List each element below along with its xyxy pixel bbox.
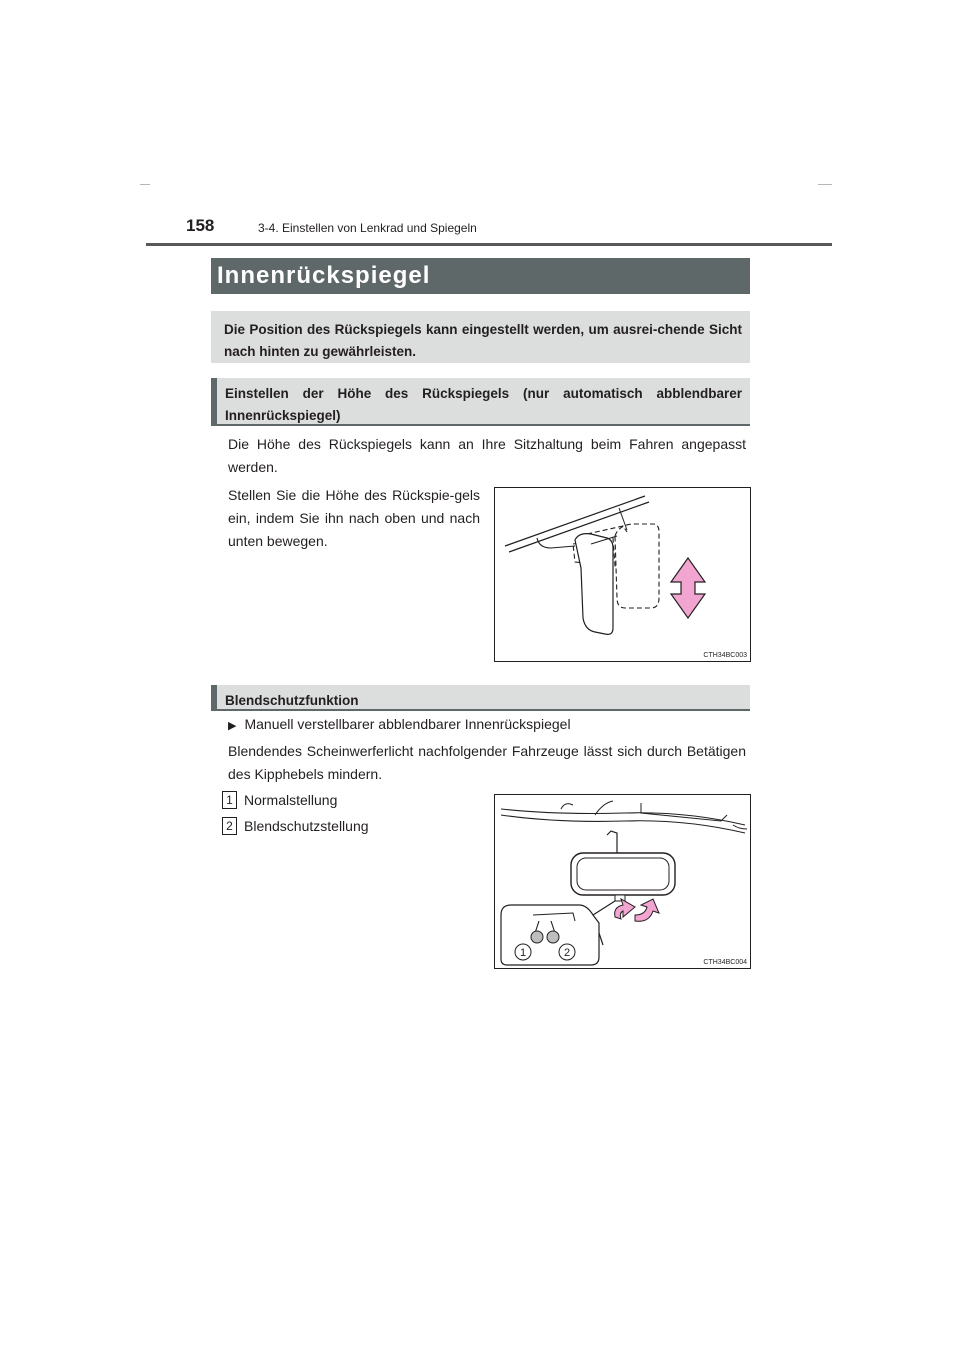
- callout-1: 1: [519, 947, 527, 959]
- header-rule: [146, 243, 832, 246]
- height-adjust-instruction: Stellen Sie die Höhe des Rückspie-gels ein, indem Sie ihn nach oben und nach unten bewegen.: [228, 487, 480, 549]
- crop-mark-left: [140, 184, 150, 185]
- callout-number-box: 2: [222, 817, 237, 835]
- figure-mirror-height: [494, 487, 751, 662]
- section-heading-antiglare: Blendschutzfunktion: [211, 685, 750, 711]
- height-adjust-paragraph: Die Höhe des Rückspiegels kann an Ihre Sitzhaltung beim Fahren angepasst werden.: [228, 436, 746, 475]
- mirror-height-illustration: [495, 488, 750, 661]
- callout-number-box: 1: [222, 791, 237, 809]
- list-item-label: Normalstellung: [244, 792, 338, 808]
- antiglare-paragraph: Blendendes Scheinwerferlicht nachfolgender Fahrzeuge lässt sich durch Betätigen des Kipphebels mindern.: [228, 743, 746, 782]
- running-title: 3-4. Einstellen von Lenkrad und Spiegeln: [258, 221, 477, 235]
- intro-box: Die Position des Rückspiegels kann eingestellt werden, um ausrei-chende Sicht nach hinten zu gewährleisten.: [211, 311, 750, 363]
- callout-2: 2: [563, 947, 571, 959]
- list-item-label: Blendschutzstellung: [244, 818, 369, 834]
- figure-code: CTH34BC004: [703, 959, 747, 966]
- crop-mark-right: [818, 184, 832, 185]
- page-title: Innenrückspiegel: [217, 262, 431, 289]
- list-item: [222, 791, 337, 809]
- section-heading-height-adjust: Einstellen der Höhe des Rückspiegels (nur automatisch abblendbarer Innenrückspiegel): [211, 378, 750, 426]
- bullet-text: Manuell verstellbarer abblendbarer Innenrückspiegel: [244, 716, 571, 732]
- bullet-triangle-icon: ▶: [228, 720, 237, 732]
- antiglare-mirror-illustration: [495, 795, 750, 968]
- figure-antiglare-mirror: [494, 794, 751, 969]
- page-title-bar: [211, 258, 750, 294]
- page-number: 158: [186, 216, 215, 235]
- bullet-manual-mirror: [228, 716, 571, 732]
- figure-code: CTH34BC003: [703, 652, 747, 659]
- list-item: [222, 817, 369, 835]
